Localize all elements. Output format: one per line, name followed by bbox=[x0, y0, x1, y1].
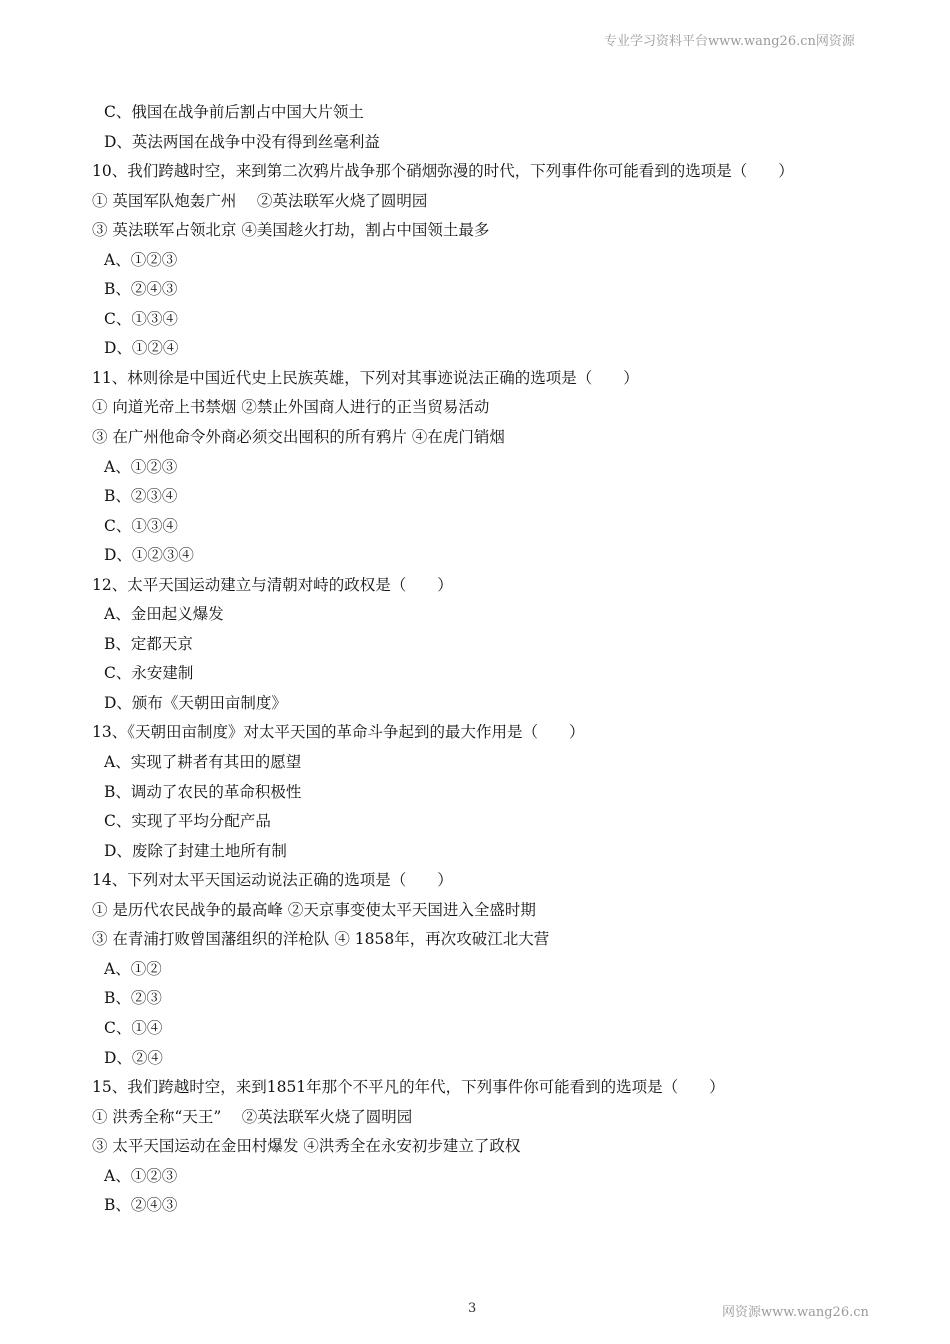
answer-option: B、②③④ bbox=[104, 487, 178, 506]
answer-option: D、英法两国在战争中没有得到丝毫利益 bbox=[104, 132, 380, 151]
answer-option: B、调动了农民的革命积极性 bbox=[104, 782, 302, 801]
question-text: 11、林则徐是中国近代史上民族英雄，下列对其事迹说法正确的选项是（ ） bbox=[92, 368, 639, 387]
question-text: 14、下列对太平天国运动说法正确的选项是（ ） bbox=[92, 871, 453, 890]
answer-option: C、永安建制 bbox=[104, 664, 194, 683]
page-header-watermark: 专业学习资料平台www.wang26.cn网资源 bbox=[604, 34, 855, 49]
statement-line: ① 英国军队炮轰广州 ②英法联军火烧了圆明园 bbox=[92, 191, 428, 210]
answer-option: B、定都天京 bbox=[104, 634, 193, 653]
footer-site-text: 网资源www.wang26.cn bbox=[722, 1305, 869, 1320]
answer-option: A、①②③ bbox=[104, 250, 178, 269]
answer-option: D、废除了封建土地所有制 bbox=[104, 841, 287, 860]
answer-option: D、①②③④ bbox=[104, 546, 194, 565]
answer-option: B、②③ bbox=[104, 989, 162, 1008]
statement-line: ① 是历代农民战争的最高峰 ②天京事变使太平天国进入全盛时期 bbox=[92, 900, 536, 919]
answer-option: C、①③④ bbox=[104, 309, 178, 328]
question-text: 10、我们跨越时空，来到第二次鸦片战争那个硝烟弥漫的时代，下列事件你可能看到的选项是（ ） bbox=[92, 162, 794, 181]
statement-line: ③ 太平天国运动在金田村爆发 ④洪秀全在永安初步建立了政权 bbox=[92, 1137, 521, 1156]
statement-line: ① 向道光帝上书禁烟 ②禁止外国商人进行的正当贸易活动 bbox=[92, 398, 490, 417]
statement-line: ③ 英法联军占领北京 ④美国趁火打劫，割占中国领土最多 bbox=[92, 221, 490, 240]
answer-option: B、②④③ bbox=[104, 1196, 178, 1215]
page-number: 3 bbox=[468, 1301, 477, 1316]
answer-option: C、①④ bbox=[104, 1018, 163, 1037]
answer-option: D、②④ bbox=[104, 1048, 163, 1067]
answer-option: A、①② bbox=[104, 959, 162, 978]
statement-line: ③ 在广州他命令外商必须交出囤积的所有鸦片 ④在虎门销烟 bbox=[92, 428, 505, 447]
answer-option: C、①③④ bbox=[104, 516, 178, 535]
statement-line: ① 洪秀全称“天王” ②英法联军火烧了圆明园 bbox=[92, 1107, 413, 1126]
answer-option: A、金田起义爆发 bbox=[104, 605, 224, 624]
answer-option: B、②④③ bbox=[104, 280, 178, 299]
question-text: 15、我们跨越时空，来到1851年那个不平凡的年代，下列事件你可能看到的选项是（ ） bbox=[92, 1078, 725, 1097]
answer-option: D、颁布《天朝田亩制度》 bbox=[104, 693, 287, 712]
answer-option: A、实现了耕者有其田的愿望 bbox=[104, 753, 302, 772]
question-text: 12、太平天国运动建立与清朝对峙的政权是（ ） bbox=[92, 575, 453, 594]
answer-option: C、俄国在战争前后割占中国大片领土 bbox=[104, 103, 364, 121]
question-text: 13、《天朝田亩制度》对太平天国的革命斗争起到的最大作用是（ ） bbox=[92, 723, 585, 742]
document-body bbox=[92, 98, 872, 1221]
answer-option: C、实现了平均分配产品 bbox=[104, 812, 271, 831]
statement-line: ③ 在青浦打败曾国藩组织的洋枪队 ④ 1858年，再次攻破江北大营 bbox=[92, 930, 550, 949]
answer-option: D、①②④ bbox=[104, 339, 179, 358]
answer-option: A、①②③ bbox=[104, 457, 178, 476]
answer-option: A、①②③ bbox=[104, 1166, 178, 1185]
